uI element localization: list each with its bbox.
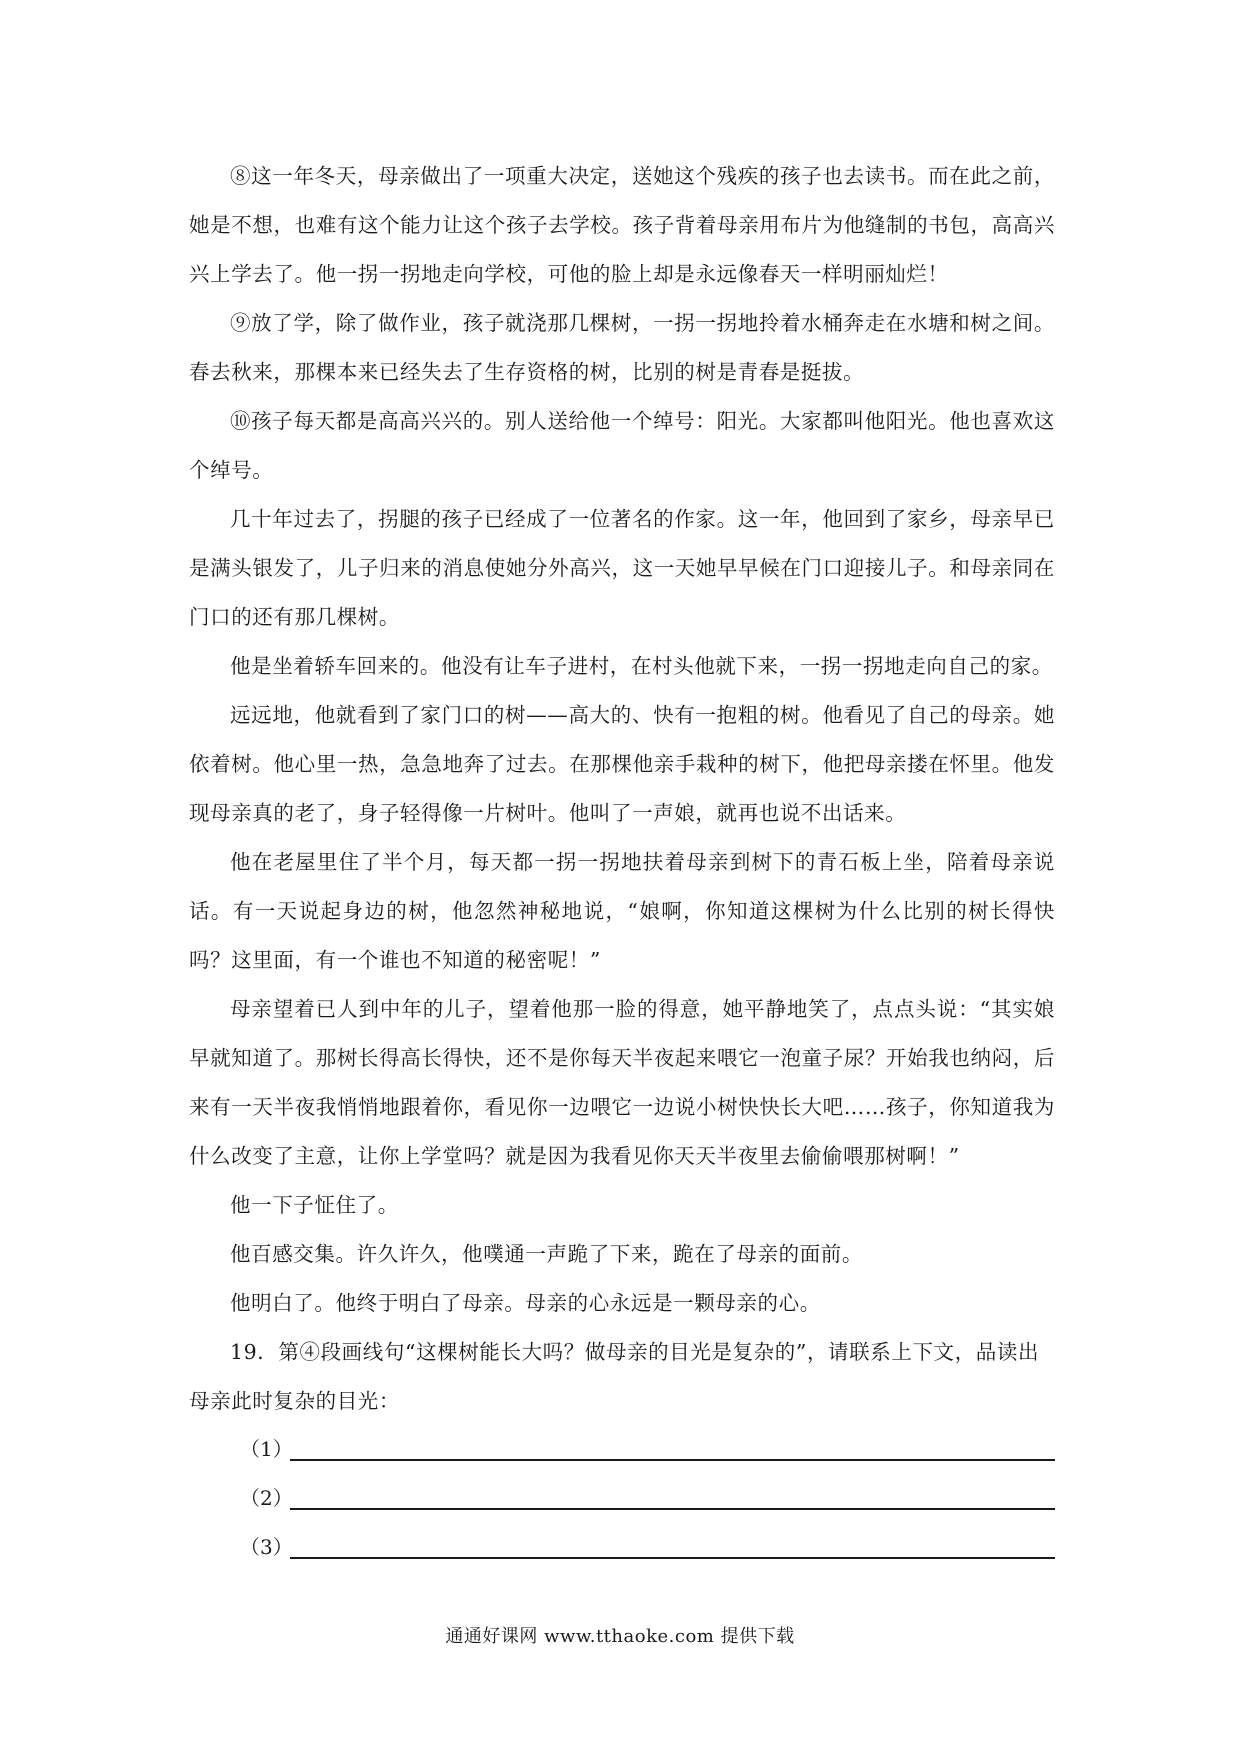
- page-footer: 通通好课网 www.tthaoke.com 提供下载: [445, 1626, 795, 1647]
- paragraph-16: 他一下子怔住了。: [230, 1193, 399, 1217]
- article-body: [189, 152, 1055, 1426]
- answer-blank-1[interactable]: [290, 1458, 1055, 1461]
- paragraph-9: ⑨放了学，除了做作业，孩子就浇那几棵树，一拐一拐地拎着水桶奔走在水塘和树之间。春去秋来，那棵本来已经失去了生存资格的树，比别的树是青春是挺拔。: [189, 311, 1055, 384]
- paragraph-17: 他百感交集。许久许久，他噗通一声跪了下来，跪在了母亲的面前。: [230, 1242, 863, 1266]
- paragraph-11: 几十年过去了，拐腿的孩子已经成了一位著名的作家。这一年，他回到了家乡，母亲早已是满头银发了，儿子归来的消息使她分外高兴，这一天她早早候在门口迎接儿子。和母亲同在门口的还有那几棵树。: [189, 507, 1055, 629]
- paragraph-8: ⑧这一年冬天，母亲做出了一项重大决定，送她这个残疾的孩子也去读书。而在此之前，她是不想，也难有这个能力让这个孩子去学校。孩子背着母亲用布片为他缝制的书包，高高兴兴上学去了。他一拐一拐地走向学校，可他的脸上却是永远像春天一样明丽灿烂！: [189, 164, 1055, 286]
- answer-blank-3[interactable]: [290, 1556, 1055, 1559]
- answer-label-1: （1）: [240, 1437, 293, 1461]
- answer-lines: [240, 1423, 1055, 1570]
- answer-row-3: [240, 1521, 1055, 1570]
- paragraph-14: 他在老屋里住了半个月，每天都一拐一拐地扶着母亲到树下的青石板上坐，陪着母亲说话。有一天说起身边的树，他忽然神秘地说，“娘啊，你知道这棵树为什么比别的树长得快吗？这里面，有一个谁也不知道的秘密呢！”: [189, 850, 1055, 972]
- paragraph-18: 他明白了。他终于明白了母亲。母亲的心永远是一颗母亲的心。: [230, 1291, 821, 1315]
- paragraph-15: 母亲望着已人到中年的儿子，望着他那一脸的得意，她平静地笑了，点点头说：“其实娘早就知道了。那树长得高长得快，还不是你每天半夜起来喂它一泡童子尿？开始我也纳闷，后来有一天半夜我悄悄地跟着你，看见你一边喂它一边说小树快快长大吧……孩子，你知道我为什么改变了主意，让你上学堂吗？就是因为我看见你天天半夜里去偷偷喂那树啊！”: [189, 997, 1055, 1168]
- paragraph-12: 他是坐着轿车回来的。他没有让车子进村，在村头他就下来，一拐一拐地走向自己的家。: [230, 654, 1053, 678]
- answer-row-1: [240, 1423, 1055, 1472]
- answer-label-2: （2）: [240, 1486, 293, 1510]
- answer-row-2: [240, 1472, 1055, 1521]
- answer-label-3: （3）: [240, 1535, 293, 1559]
- answer-blank-2[interactable]: [290, 1507, 1055, 1510]
- question-19: 19．第④段画线句“这棵树能长大吗？做母亲的目光是复杂的”，请联系上下文，品读出母亲此时复杂的目光：: [189, 1340, 1040, 1413]
- paragraph-13: 远远地，他就看到了家门口的树——高大的、快有一抱粗的树。他看见了自己的母亲。她依着树。他心里一热，急急地奔了过去。在那棵他亲手栽种的树下，他把母亲搂在怀里。他发现母亲真的老了，身子轻得像一片树叶。他叫了一声娘，就再也说不出话来。: [189, 703, 1055, 825]
- paragraph-10: ⑩孩子每天都是高高兴兴的。别人送给他一个绰号：阳光。大家都叫他阳光。他也喜欢这个绰号。: [189, 409, 1055, 482]
